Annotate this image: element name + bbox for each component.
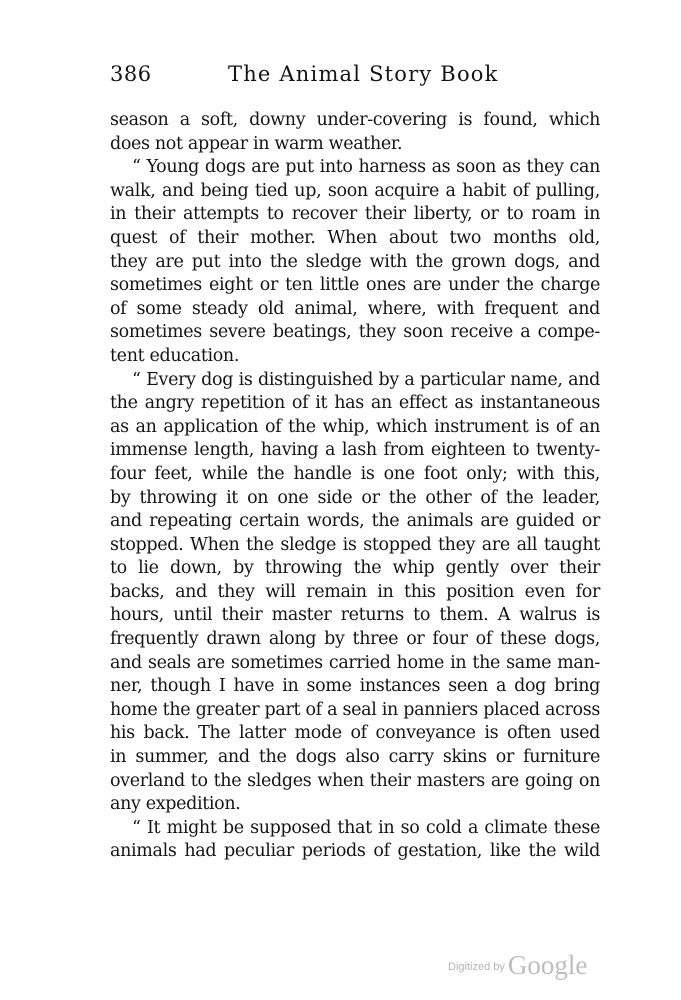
text-line: animals had peculiar periods of gestation, like the wild [110,841,600,862]
text-line: hours, until their master returns to them. A walrus is [110,605,600,626]
text-line: sometimes eight or ten little ones are under the charge [110,275,600,296]
text-line: does not appear in warm weather. [110,133,403,154]
text-line: season a soft, downy under-covering is found, which [110,110,600,130]
text-line: his back. The latter mode of conveyance is often used [110,723,600,744]
text-line: tent education. [110,345,240,366]
text-line: and seals are sometimes carried home in the same man- [110,652,600,673]
text-line: stopped. When the sledge is stopped they are all taught [110,534,600,555]
text-line: four feet, while the handle is one foot only; with this, [110,463,600,484]
text-line: by throwing it on one side or the other of the leader, [110,487,600,508]
text-line: in summer, and the dogs also carry skins or furniture [110,747,600,768]
text-line: “ Young dogs are put into harness as soon as they can [132,157,600,178]
text-line: overland to the sledges when their masters are going on [110,770,600,791]
page-number: 386 [110,62,152,86]
text-line: frequently drawn along by three or four of these dogs, [110,629,600,650]
body-text [110,109,600,864]
text-line: they are put into the sledge with the grown dogs, and [110,251,600,272]
text-line: home the greater part of a seal in panniers placed across [110,699,600,720]
running-head [110,62,600,92]
text-line: “ Every dog is distinguished by a particular name, and [132,369,600,390]
text-line: sometimes severe beatings, they soon receive a compe- [110,322,600,343]
text-line: in their attempts to recover their liberty, or to roam in [110,204,600,225]
book-title: The Animal Story Book [228,62,499,86]
text-line: backs, and they will remain in this position even for [110,581,600,602]
watermark-brand: Google [507,950,588,980]
text-line: of some steady old animal, where, with frequent and [110,298,600,319]
text-line: ner, though I have in some instances seen a dog bring [110,676,600,697]
text-line: and repeating certain words, the animals are guided or [110,511,600,532]
digitized-watermark [448,950,608,980]
text-line: as an application of the whip, which instrument is of an [110,416,600,437]
text-line: the angry repetition of it has an effect as instantaneous [110,393,600,414]
text-line: immense length, having a lash from eighteen to twenty- [110,440,600,461]
text-line: quest of their mother. When about two months old, [110,227,600,248]
text-line: any expedition. [110,794,241,815]
text-line: walk, and being tied up, soon acquire a habit of pulling, [110,180,600,201]
text-line: to lie down, by throwing the whip gently over their [110,558,600,579]
watermark-prefix: Digitized by [448,961,508,973]
text-line: “ It might be supposed that in so cold a climate these [132,817,600,838]
